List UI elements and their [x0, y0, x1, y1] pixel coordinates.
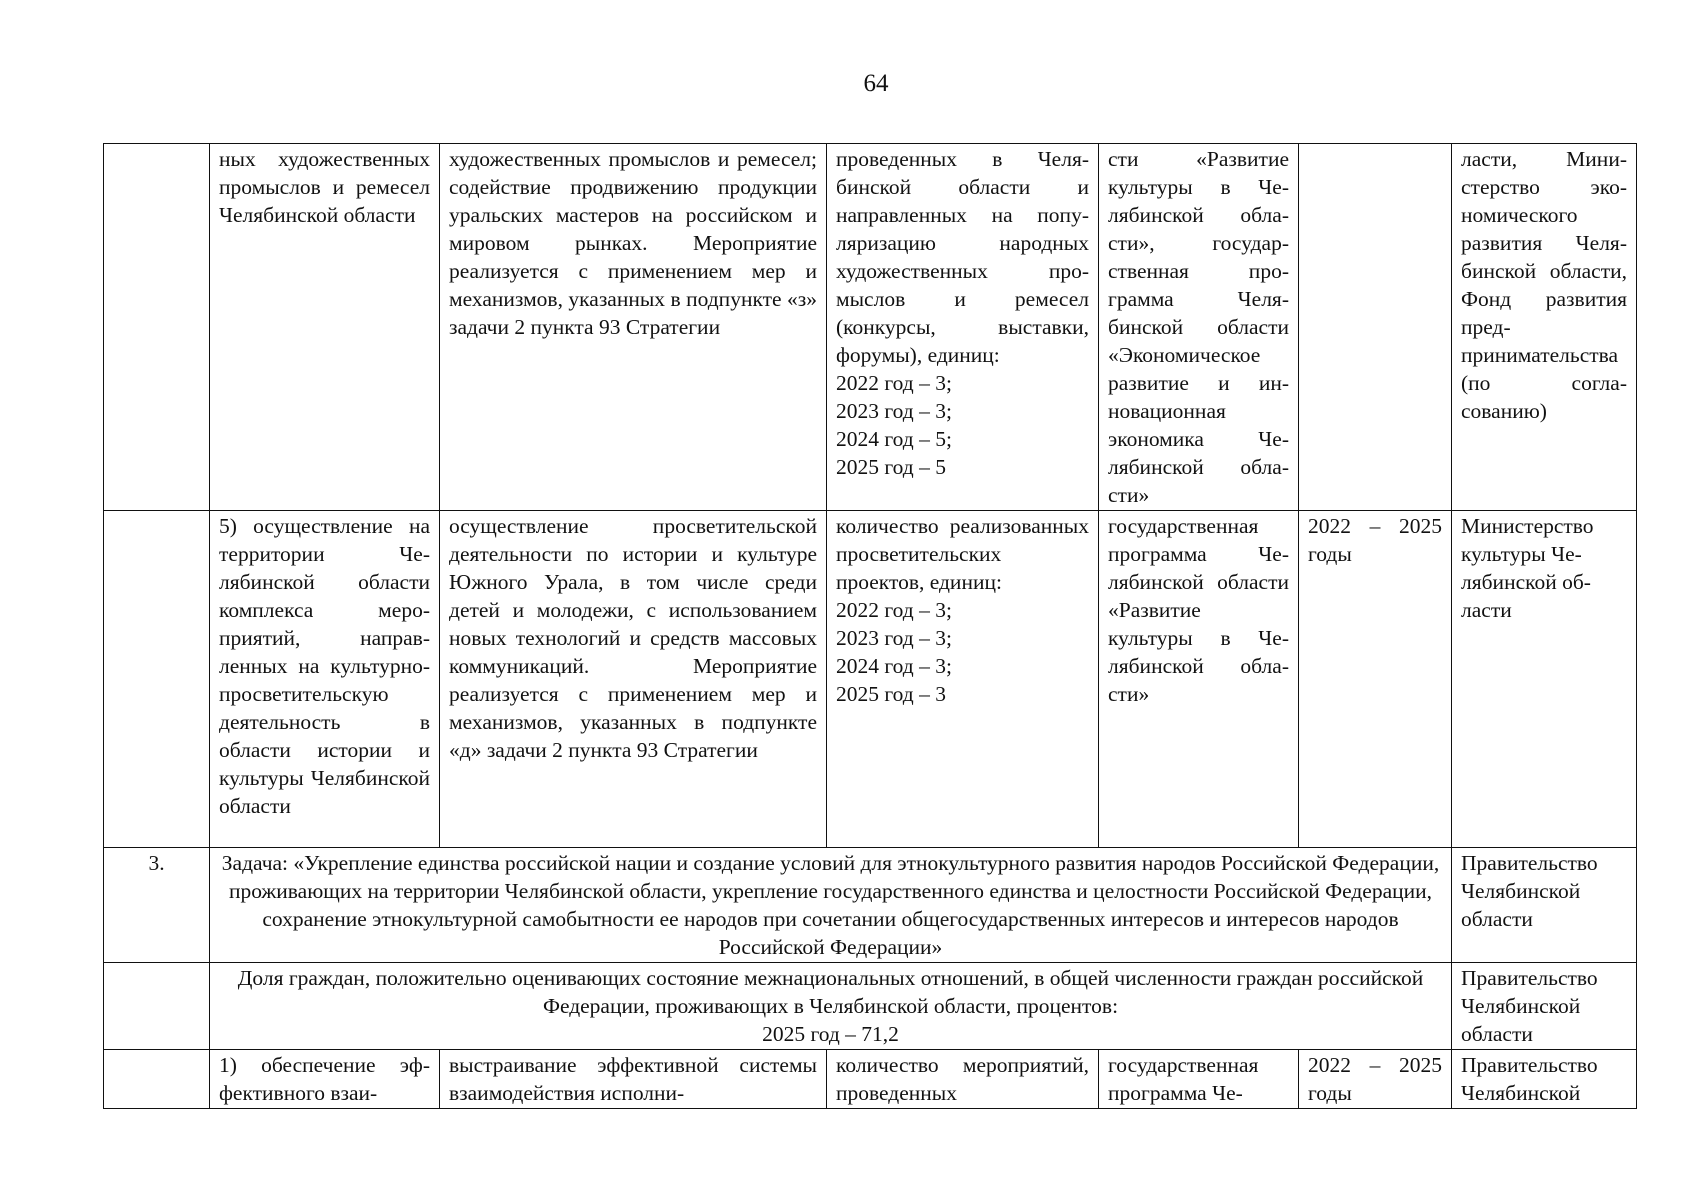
- executor-cell: Министерство культуры Челябинской области: [1452, 511, 1637, 848]
- indicator-cell: количество мероприятий, проведенных: [827, 1050, 1099, 1109]
- table-row: [104, 511, 1637, 848]
- task-executor: Правительство Челябинской области: [1452, 848, 1637, 963]
- executor-cell: ласти, Министерство экономического развития Челябинской области, Фонд развития предпринимательства (по согласованию): [1452, 144, 1637, 511]
- executor-cell: Правительство Челябинской: [1452, 1050, 1637, 1109]
- program-cell: государственная программа Че-: [1099, 1050, 1299, 1109]
- period-cell: 2022 – 2025 годы: [1299, 511, 1452, 848]
- content-cell: осуществление просветительской деятельности по истории и культуре Южного Урала, в том числе среди детей и молодежи, с использованием новых технологий и средств массовых коммуникаций. Мероприятие реализуется с применением мер и механизмов, указанных в подпункте «д» задачи 2 пункта 93 Стратегии: [440, 511, 827, 848]
- table-row: [104, 1050, 1637, 1109]
- page-number: 64: [863, 70, 889, 97]
- row-number-cell: [104, 511, 210, 848]
- content-cell: выстраивание эффективной системы взаимодействия исполни-: [440, 1050, 827, 1109]
- strategy-plan-table: [103, 143, 1637, 1109]
- target-indicator-cell: [210, 963, 1452, 1050]
- program-cell: сти «Развитие культуры в Челябинской области», государственная программа Челябинской области «Экономическое развитие и инновационная экономика Челябинской области»: [1099, 144, 1299, 511]
- row-number-cell: [104, 144, 210, 511]
- row-number-cell: [104, 1050, 210, 1109]
- measure-cell: 1) обеспечение эффективного взаи-: [210, 1050, 440, 1109]
- target-indicator-value: 2025 год – 71,2: [762, 1022, 899, 1046]
- target-indicator-row: [104, 963, 1637, 1050]
- measure-cell: ных художественных промыслов и ремесел Челябинской области: [210, 144, 440, 511]
- task-row: [104, 848, 1637, 963]
- measure-cell: 5) осуществление на территории Челябинской области комплекса мероприятий, направленных на культурно-просветительскую деятельность в области истории и культуры Челябинской области: [210, 511, 440, 848]
- indicator-cell: количество реализованных просветительских проектов, единиц: 2022 год – 3; 2023 год – 3; 2024 год – 3; 2025 год – 3: [827, 511, 1099, 848]
- indicator-cell: проведенных в Челябинской области и направленных на популяризацию народных художественных промыслов и ремесел (конкурсы, выставки, форумы), единиц: 2022 год – 3; 2023 год – 3; 2024 год – 5; 2025 год – 5: [827, 144, 1099, 511]
- period-cell: [1299, 144, 1452, 511]
- content-cell: художественных промыслов и ремесел; содействие продвижению продукции уральских мастеров на российском и мировом рынках. Мероприятие реализуется с применением мер и механизмов, указанных в подпункте «з» задачи 2 пункта 93 Стратегии: [440, 144, 827, 511]
- target-executor: Правительство Челябинской области: [1452, 963, 1637, 1050]
- target-indicator-text: Доля граждан, положительно оценивающих состояние межнациональных отношений, в общей численности граждан российской Федерации, проживающих в Челябинской области, процентов:: [237, 966, 1424, 1018]
- row-number-cell: [104, 963, 210, 1050]
- program-cell: государственная программа Челябинской области «Развитие культуры в Челябинской области»: [1099, 511, 1299, 848]
- period-cell: 2022 – 2025 годы: [1299, 1050, 1452, 1109]
- task-text: Задача: «Укрепление единства российской нации и создание условий для этнокультурного развития народов Российской Федерации, проживающих на территории Челябинской области, укрепление государственного единства и целостности Российской Федерации, сохранение этнокультурной самобытности ее народов при сочетании общегосударственных интересов и интересов народов Российской Федерации»: [210, 848, 1452, 963]
- task-number: 3.: [104, 848, 210, 963]
- table-row: [104, 144, 1637, 511]
